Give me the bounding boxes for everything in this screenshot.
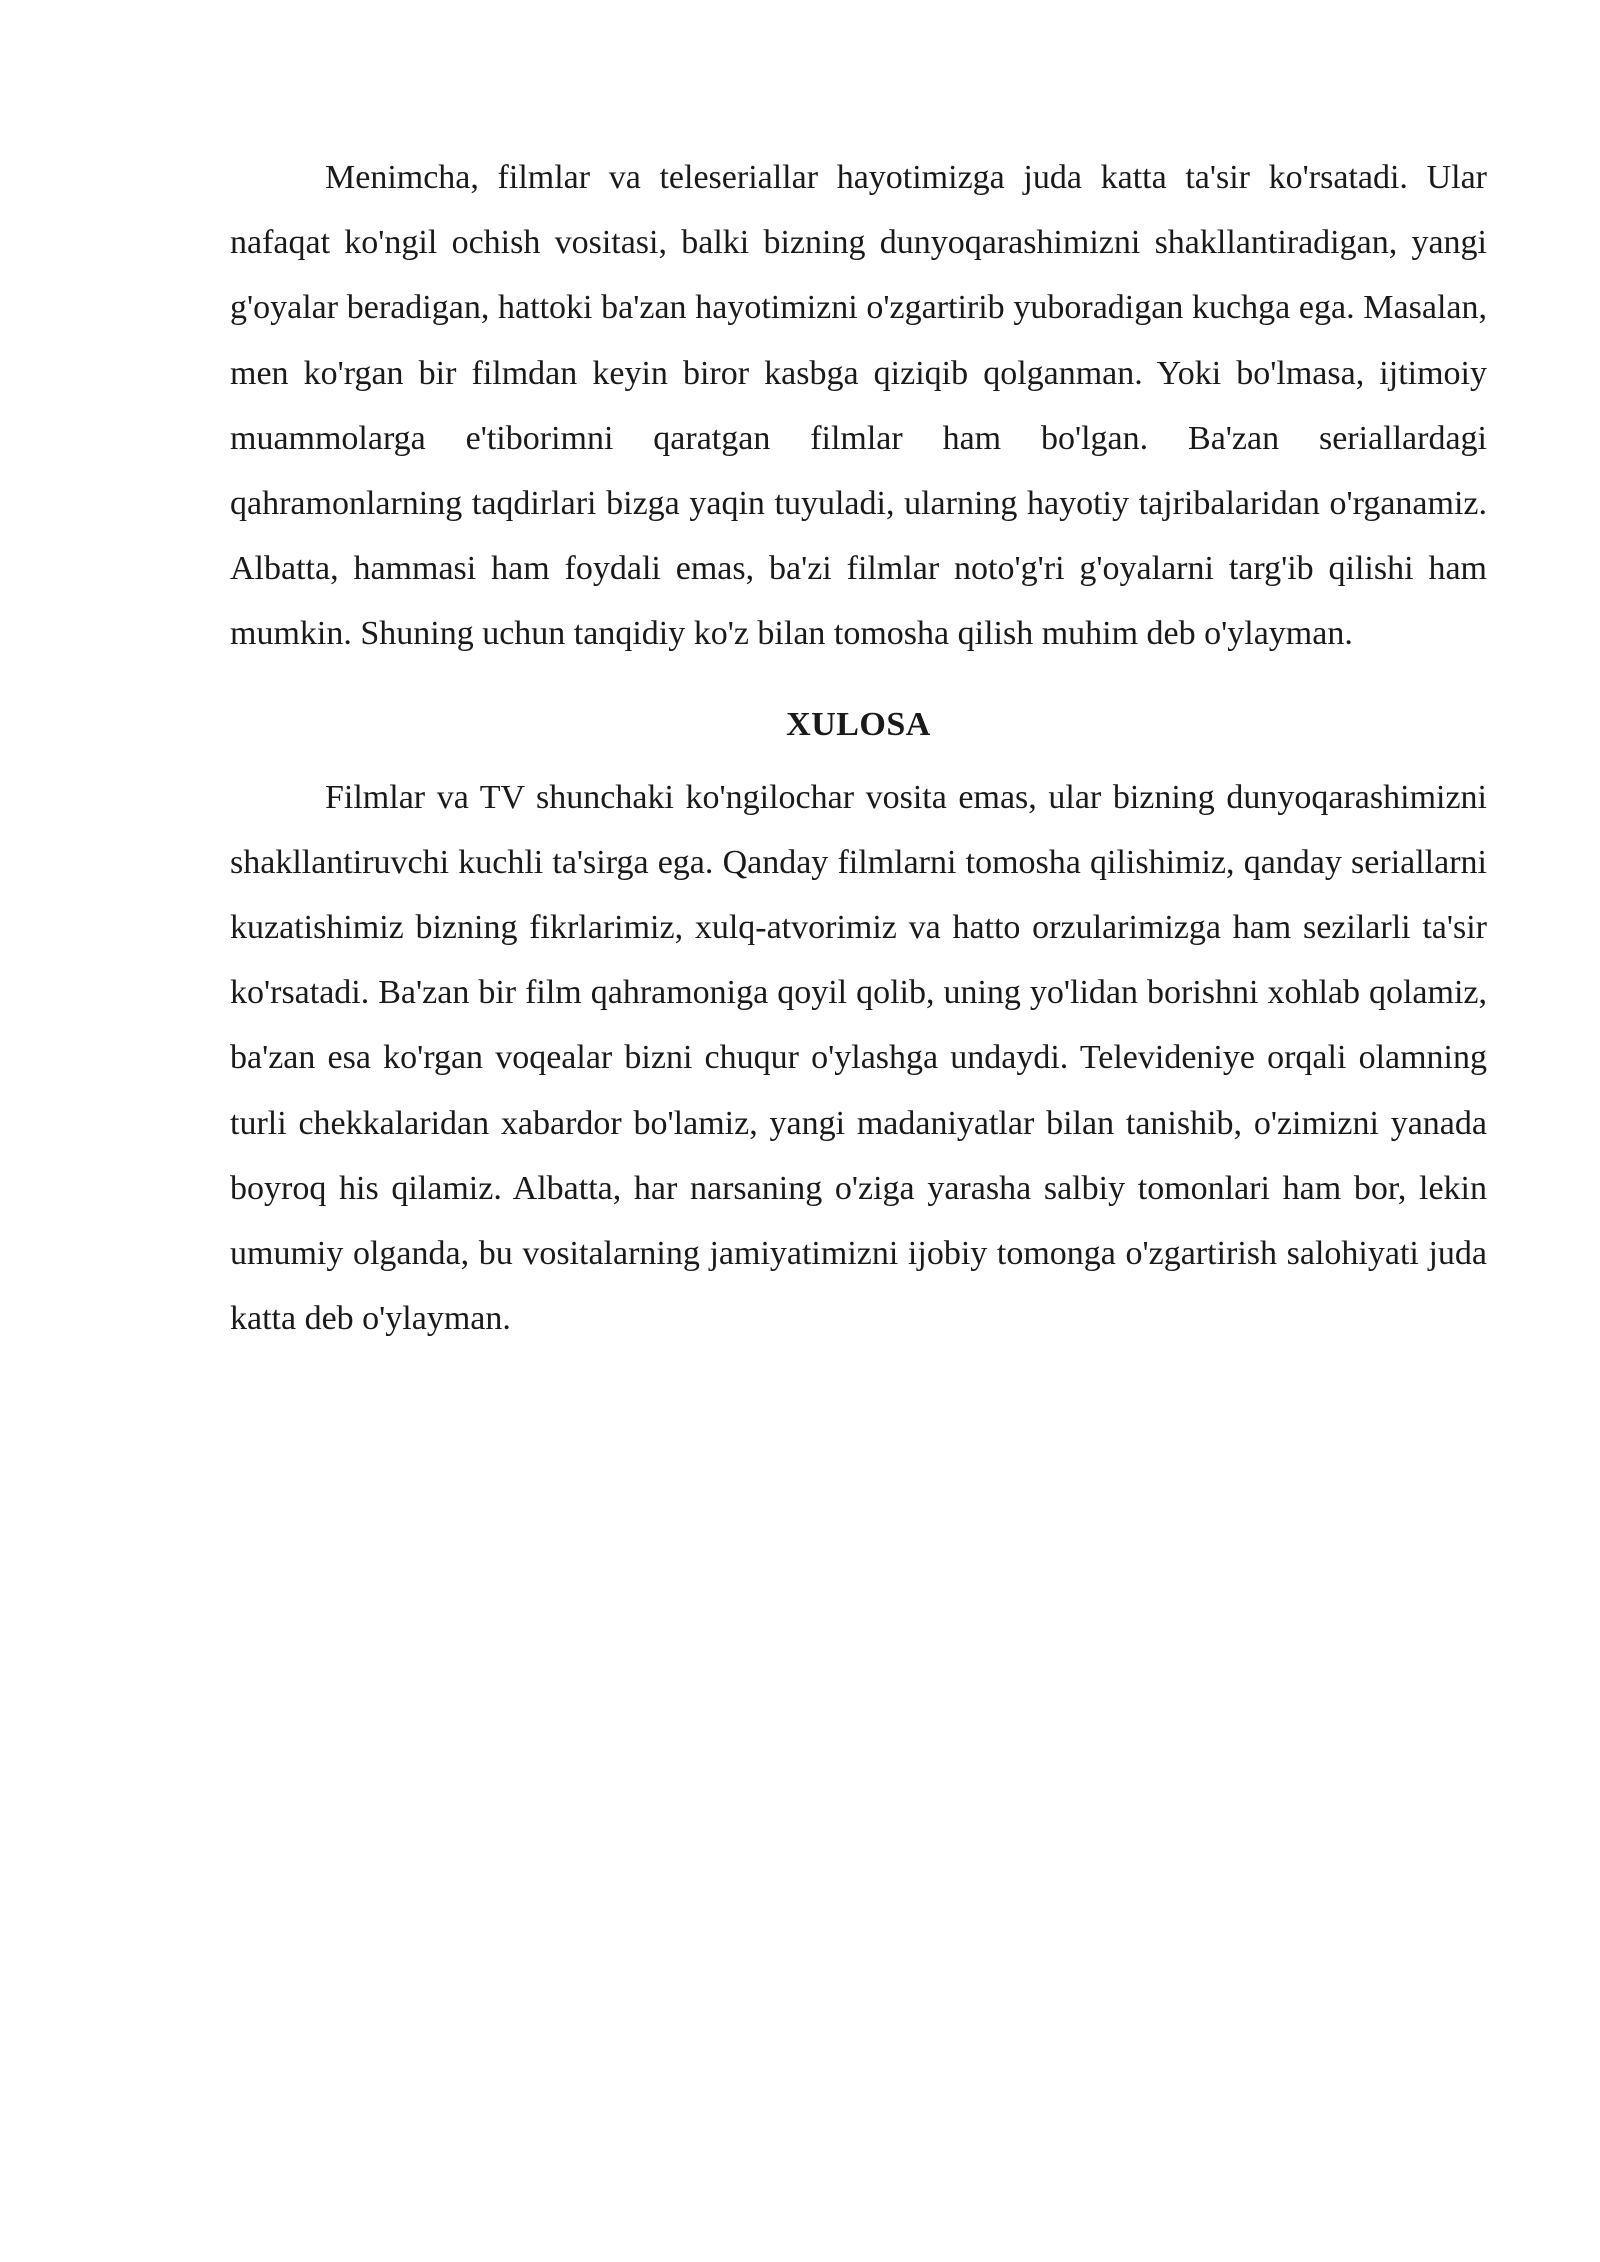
document-page [230,145,1487,1351]
body-paragraph-intro: Menimcha, filmlar va teleseriallar hayotimizga juda katta ta'sir ko'rsatadi. Ular nafaqat ko'ngil ochish vositasi, balki bizning dunyoqarashimizni shakllantiradigan, yangi g'oyalar beradigan, hattoki ba'zan hayotimizni o'zgartirib yuboradigan kuchga ega. Masalan, men ko'rgan bir filmdan keyin biror kasbga qiziqib qolganman. Yoki bo'lmasa, ijtimoiy muammolarga e'tiborimni qaratgan filmlar ham bo'lgan. Ba'zan seriallardagi qahramonlarning taqdirlari bizga yaqin tuyuladi, ularning hayotiy tajribalaridan o'rganamiz. Albatta, hammasi ham foydali emas, ba'zi filmlar noto'g'ri g'oyalarni targ'ib qilishi ham mumkin. Shuning uchun tanqidiy ko'z bilan tomosha qilish muhim deb o'ylayman. [230,159,1487,653]
body-paragraph-conclusion: Filmlar va TV shunchaki ko'ngilochar vosita emas, ular bizning dunyoqarashimizni shakllantiruvchi kuchli ta'sirga ega. Qanday filmlarni tomosha qilishimiz, qanday seriallarni kuzatishimiz bizning fikrlarimiz, xulq-atvorimiz va hatto orzularimizga ham sezilarli ta'sir ko'rsatadi. Ba'zan bir film qahramoniga qoyil qolib, uning yo'lidan borishni xohlab qolamiz, ba'zan esa ko'rgan voqealar bizni chuqur o'ylashga undaydi. Televideniye orqali olamning turli chekkalaridan xabardor bo'lamiz, yangi madaniyatlar bilan tanishib, o'zimizni yanada boyroq his qilamiz. Albatta, har narsaning o'ziga yarasha salbiy tomonlari ham bor, lekin umumiy olganda, bu vositalarning jamiyatimizni ijobiy tomonga o'zgartirish salohiyati juda katta deb o'ylayman. [230,778,1487,1338]
section-heading-conclusion: XULOSA [786,705,931,743]
